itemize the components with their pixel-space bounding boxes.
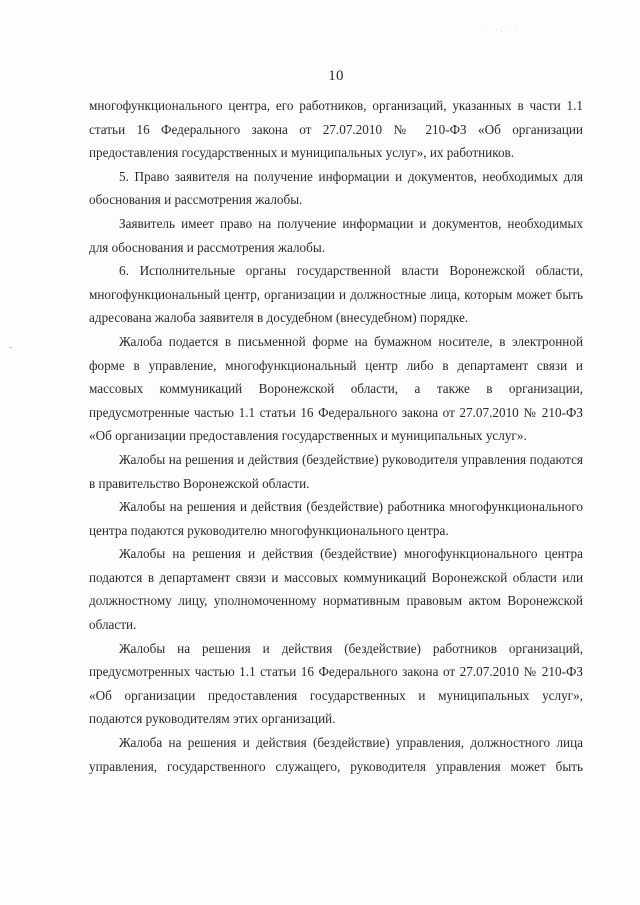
- page-number: 10: [328, 68, 344, 84]
- paragraph-complaint-management: Жалоба на решения и действия (бездействие) управления, должностного лица управления, государственного служащего, руководителя управления может быть: [89, 735, 583, 774]
- paragraph-section-6-heading: 6. Исполнительные органы государственной власти Воронежской области, многофункциональный центр, организации и должностные лица, которым может быть адресована жалоба заявителя в досудебном (внесудебном) порядке.: [89, 263, 583, 326]
- paragraph-complaint-submission: Жалоба подается в письменной форме на бумажном носителе, в электронной форме в управление, многофункциональный центр либо в департамент связи и массовых коммуникаций Воронежской области, а также в организации, предусмотренные частью 1.1 статьи 16 Федерального закона от 27.07.2010 № 210-ФЗ «Об организации предоставления государственных и муниципальных услуг».: [89, 333, 583, 444]
- paragraph-complaints-org-workers: Жалобы на решения и действия (бездействие) работников организаций, предусмотренных частью 1.1 статьи 16 Федерального закона от 27.07.2010 № 210-ФЗ «Об организации предоставления государственных и муниципальных услуг», подаются руководителям этих организаций.: [89, 640, 583, 727]
- paragraph-applicant-right: Заявитель имеет право на получение информации и документов, необходимых для обоснования и рассмотрения жалобы.: [89, 215, 583, 255]
- paragraph-continuation: многофункционального центра, его работников, организаций, указанных в части 1.1 статьи 16 Федерального закона от 27.07.2010 № 210-ФЗ «Об организации предоставления государственных и муниципальных услуг», их работников.: [89, 98, 583, 161]
- paragraph-complaints-mfc-worker: Жалобы на решения и действия (бездействие) работника многофункционального центра подаются руководителю многофункционального центра.: [89, 499, 583, 538]
- document-body: [89, 94, 583, 778]
- scan-corner-mark: · ·,· ·: [486, 27, 520, 33]
- paragraph-section-5-heading: 5. Право заявителя на получение информации и документов, необходимых для обоснования и рассмотрения жалобы.: [89, 168, 583, 208]
- paragraph-complaints-head: Жалобы на решения и действия (бездействие) руководителя управления подаются в правительство Воронежской области.: [89, 451, 583, 491]
- scan-margin-dot: [9, 347, 12, 348]
- paragraph-complaints-mfc: Жалобы на решения и действия (бездействие) многофункционального центра подаются в департамент связи и массовых коммуникаций Воронежской области или должностному лицу, уполномоченному нормативным правовым актом Воронежской области.: [89, 546, 583, 633]
